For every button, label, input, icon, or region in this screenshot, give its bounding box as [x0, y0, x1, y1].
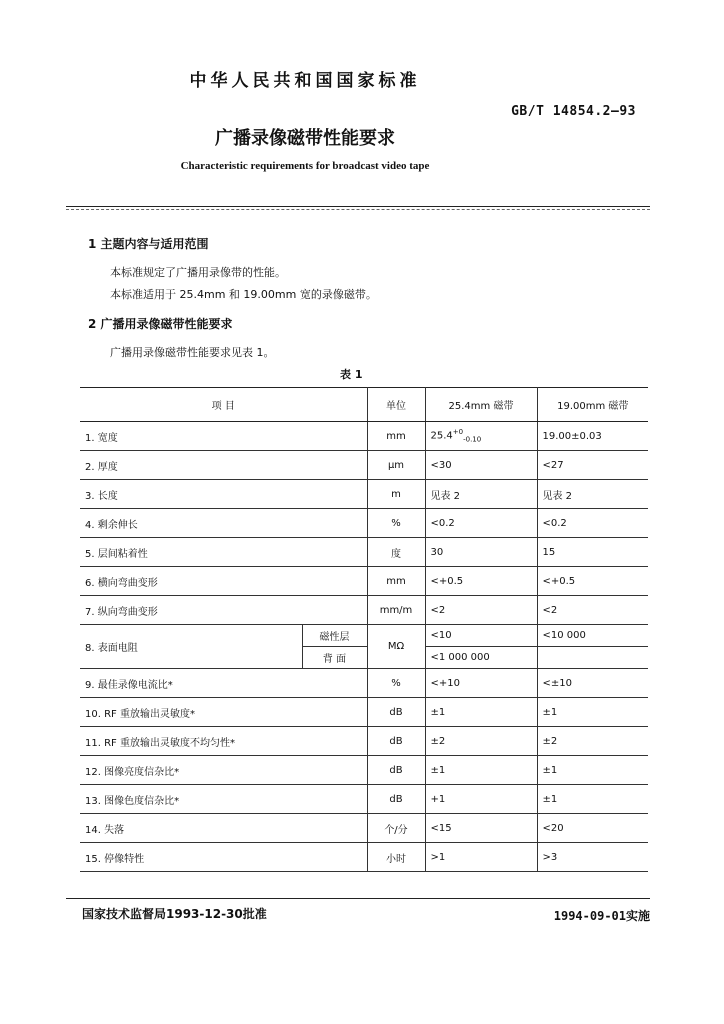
row-unit [367, 422, 425, 451]
row-item-text: 1. 宽度 [85, 432, 118, 444]
section-2-paragraph-1: 广播用录像磁带性能要求见表 1。 [110, 346, 275, 359]
row-unit-text: mm [386, 430, 406, 442]
row-value-19-00mm [537, 480, 648, 509]
row-item [80, 669, 367, 698]
row-value-25-4mm: <1 000 000 [425, 647, 537, 669]
row-item-text: 10. RF 重放输出灵敏度* [85, 708, 195, 720]
row-unit [367, 567, 425, 596]
row-value-19-00mm [537, 814, 648, 843]
row-item-text: 2. 厚度 [85, 461, 118, 473]
row-value-19-00mm [537, 647, 648, 669]
row-unit [367, 509, 425, 538]
row-unit [367, 596, 425, 625]
row-item-text: 3. 长度 [85, 490, 118, 502]
row-value-19-00mm [537, 756, 648, 785]
row-value-19-00mm-text: >3 [542, 851, 558, 863]
row-unit-text: % [391, 677, 401, 689]
title-divider-dashed [66, 209, 650, 210]
effective-date: 1994-09-01实施 [553, 909, 650, 923]
row-value-19-00mm-text: ±1 [542, 764, 558, 776]
row-item-text: 15. 停像特性 [85, 853, 145, 865]
header-25-4mm: 25.4mm 磁带 [425, 388, 537, 422]
row-unit [367, 669, 425, 698]
row-unit: MΩ [367, 625, 425, 669]
row-value-19-00mm [537, 451, 648, 480]
row-unit-text: μm [387, 459, 405, 471]
row-value-25-4mm [425, 727, 537, 756]
row-value-25-4mm [425, 756, 537, 785]
row-value-25-4mm [425, 422, 537, 451]
row-unit-text: dB [389, 706, 403, 718]
row-value-25-4mm [425, 669, 537, 698]
row-item [80, 509, 367, 538]
row-item-text: 7. 纵向弯曲变形 [85, 606, 158, 618]
row-value-19-00mm [537, 698, 648, 727]
table-caption: 表 1 [340, 368, 363, 381]
row-sublabel: 磁性层 [302, 625, 367, 647]
table-row [80, 451, 648, 480]
row-value-19-00mm-text: 见表 2 [542, 490, 573, 502]
row-unit [367, 843, 425, 872]
row-value-19-00mm-text: <2 [542, 604, 558, 616]
row-value-19-00mm [537, 538, 648, 567]
row-value-19-00mm [537, 422, 648, 451]
row-item-text: 13. 图像色度信杂比* [85, 795, 180, 807]
row-value-19-00mm-text: ±1 [542, 706, 558, 718]
table-row [80, 480, 648, 509]
row-unit-text: dB [389, 735, 403, 747]
row-value-25-4mm [425, 451, 537, 480]
row-value-19-00mm-text: <±10 [542, 677, 572, 689]
section-2-heading: 2 广播用录像磁带性能要求 [88, 317, 233, 331]
row-value-25-4mm-text: <15 [430, 822, 452, 834]
table-row [80, 756, 648, 785]
row-unit-text: dB [389, 793, 403, 805]
row-value-19-00mm [537, 509, 648, 538]
row-value-19-00mm [537, 785, 648, 814]
row-item [80, 785, 367, 814]
row-value-25-4mm-text: <+0.5 [430, 575, 464, 587]
row-value-25-4mm [425, 509, 537, 538]
row-sublabel: 背 面 [302, 647, 367, 669]
row-value-25-4mm-text: ±1 [430, 764, 446, 776]
row-item [80, 698, 367, 727]
row-value-19-00mm [537, 669, 648, 698]
header-unit: 单位 [367, 388, 425, 422]
row-value-25-4mm [425, 480, 537, 509]
row-value-25-4mm [425, 698, 537, 727]
row-value-25-4mm-text: 见表 2 [430, 490, 461, 502]
table-row [80, 538, 648, 567]
row-value-25-4mm-text: >1 [430, 851, 446, 863]
row-value-19-00mm-text: <+0.5 [542, 575, 576, 587]
row-value-25-4mm-text: 30 [430, 546, 444, 558]
footer-divider [66, 898, 650, 899]
header-19-00mm: 19.00mm 磁带 [537, 388, 648, 422]
row-value-19-00mm-text: <20 [542, 822, 564, 834]
row-item [80, 567, 367, 596]
row-item [80, 451, 367, 480]
row-item [80, 480, 367, 509]
row-item-text: 6. 横向弯曲变形 [85, 577, 158, 589]
row-unit-text: mm/m [379, 604, 413, 616]
row-value-25-4mm [425, 567, 537, 596]
table-row [80, 422, 648, 451]
row-value-25-4mm-text: <0.2 [430, 517, 455, 529]
row-unit [367, 814, 425, 843]
row-value-19-00mm-text: 15 [542, 546, 556, 558]
row-value-25-4mm [425, 785, 537, 814]
row-unit [367, 698, 425, 727]
row-value-25-4mm-text: <+10 [430, 677, 460, 689]
row-value-19-00mm [537, 843, 648, 872]
row-value-19-00mm-text: 19.00±0.03 [542, 430, 602, 442]
row-item [80, 596, 367, 625]
document-title-en: Characteristic requirements for broadcast video tape [180, 160, 430, 172]
requirements-table [80, 387, 648, 872]
row-item [80, 422, 367, 451]
row-unit-text: mm [386, 575, 406, 587]
row-unit [367, 785, 425, 814]
tolerance-upper: +0 [452, 428, 464, 437]
approval-note: 国家技术监督局1993-12-30批准 [82, 907, 267, 921]
row-value-25-4mm-text: +1 [430, 793, 446, 805]
row-unit-text: % [391, 517, 401, 529]
row-unit-text: 度 [391, 548, 401, 560]
row-value-25-4mm-text: ±1 [430, 706, 446, 718]
row-item [80, 843, 367, 872]
table-row [80, 596, 648, 625]
table-row [80, 509, 648, 538]
row-item-text: 5. 层间粘着性 [85, 548, 148, 560]
row-unit [367, 451, 425, 480]
row-value-19-00mm-text: <27 [542, 459, 564, 471]
row-value-25-4mm-text: <2 [430, 604, 446, 616]
row-unit-text: 个/分 [384, 824, 408, 836]
row-unit-text: dB [389, 764, 403, 776]
section-1-heading: 1 主题内容与适用范围 [88, 237, 209, 251]
table-row [80, 698, 648, 727]
row-unit [367, 756, 425, 785]
row-value-25-4mm-text: 25.4 [430, 430, 453, 442]
row-unit [367, 727, 425, 756]
row-value-19-00mm [537, 596, 648, 625]
row-item: 8. 表面电阻 [80, 625, 302, 669]
section-1-paragraph-1: 本标准规定了广播用录像带的性能。 [110, 266, 286, 279]
row-value-25-4mm: <10 [425, 625, 537, 647]
tolerance-lower: -0.10 [463, 435, 482, 444]
row-value-25-4mm [425, 843, 537, 872]
row-value-25-4mm [425, 538, 537, 567]
row-item [80, 756, 367, 785]
table-row [80, 843, 648, 872]
table-row [80, 727, 648, 756]
title-divider [66, 206, 650, 207]
row-item-text: 11. RF 重放输出灵敏度不均匀性* [85, 737, 235, 749]
table-row [80, 669, 648, 698]
row-item-text: 14. 失落 [85, 824, 125, 836]
row-value-19-00mm: <10 000 [537, 625, 648, 647]
row-value-19-00mm-text: ±2 [542, 735, 558, 747]
row-value-25-4mm [425, 814, 537, 843]
row-item [80, 538, 367, 567]
row-unit-text: m [391, 488, 401, 500]
row-unit [367, 538, 425, 567]
table-header-row [80, 388, 648, 422]
document-title-cn: 广播录像磁带性能要求 [215, 128, 395, 149]
table-row [80, 785, 648, 814]
table-row [80, 567, 648, 596]
row-value-25-4mm-text: ±2 [430, 735, 446, 747]
row-item [80, 727, 367, 756]
national-standard-heading: 中华人民共和国国家标准 [189, 71, 421, 91]
table-row [80, 625, 648, 647]
standard-code: GB/T 14854.2—93 [511, 104, 636, 119]
row-value-25-4mm [425, 596, 537, 625]
header-item: 项 目 [80, 388, 367, 422]
row-item-text: 9. 最佳录像电流比* [85, 679, 173, 691]
row-value-19-00mm [537, 567, 648, 596]
row-unit [367, 480, 425, 509]
row-value-19-00mm-text: ±1 [542, 793, 558, 805]
section-1-paragraph-2: 本标准适用于 25.4mm 和 19.00mm 宽的录像磁带。 [110, 288, 377, 301]
row-item-text: 4. 剩余伸长 [85, 519, 138, 531]
row-value-25-4mm-text: <30 [430, 459, 452, 471]
row-item [80, 814, 367, 843]
table-row [80, 814, 648, 843]
row-value-19-00mm-text: <0.2 [542, 517, 567, 529]
row-unit-text: 小时 [386, 853, 406, 865]
row-value-19-00mm [537, 727, 648, 756]
row-item-text: 12. 图像亮度信杂比* [85, 766, 180, 778]
